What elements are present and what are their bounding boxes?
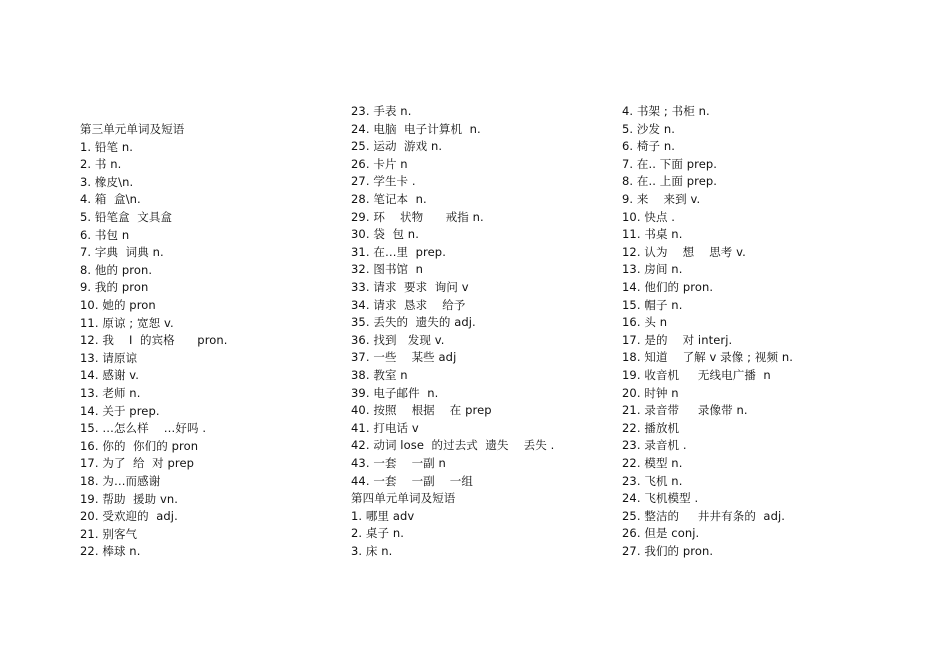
vocab-line: 41. 打电话 v <box>351 420 419 435</box>
vocab-line: 13. 请原谅 <box>80 350 138 365</box>
vocab-line: 21. 录音带 录像带 n. <box>622 403 748 418</box>
vocab-line: 30. 袋 包 n. <box>351 227 419 242</box>
vocab-line: 第四单元单词及短语 <box>351 491 456 506</box>
vocab-line: 42. 动词 lose 的过去式 遗失 丢失 . <box>351 438 555 453</box>
vocab-line: 11. 原谅 ; 宽恕 v. <box>80 315 174 330</box>
vocab-line: 15. 帽子 n. <box>622 297 683 312</box>
vocab-line: 34. 请求 恳求 给予 <box>351 297 466 312</box>
vocab-line: 14. 关于 prep. <box>80 403 160 418</box>
vocab-line: 20. 时钟 n <box>622 385 679 400</box>
vocab-line: 8. 在.. 上面 prep. <box>622 174 718 189</box>
vocab-line: 39. 电子邮件 n. <box>351 385 439 400</box>
vocab-line: 2. 桌子 n. <box>351 526 405 541</box>
vocab-line: 5. 沙发 n. <box>622 121 676 136</box>
vocab-line: 第三单元单词及短语 <box>80 122 185 136</box>
vocab-line: 23. 手表 n. <box>351 104 412 118</box>
vocab-line: 3. 橡皮\n. <box>80 174 134 189</box>
vocab-line: 24. 电脑 电子计算机 n. <box>351 121 481 136</box>
vocab-line: 18. 为…而感谢 <box>80 474 161 488</box>
vocab-line: 18. 知道 了解 v 录像 ; 视频 n. <box>622 350 793 365</box>
vocab-line: 40. 按照 根据 在 prep <box>351 403 492 418</box>
vocab-line: 25. 运动 游戏 n. <box>351 139 443 154</box>
vocab-line: 8. 他的 pron. <box>80 262 153 277</box>
vocab-line: 36. 找到 发现 v. <box>351 332 445 347</box>
vocab-line: 20. 受欢迎的 adj. <box>80 509 178 524</box>
vocab-line: 19. 收音机 无线电广播 n <box>622 368 771 382</box>
vocab-line: 23. 录音机 . <box>622 438 687 453</box>
vocab-line: 7. 字典 词典 n. <box>80 245 164 260</box>
vocab-line: 13. 房间 n. <box>622 262 683 277</box>
vocab-line: 27. 学生卡 . <box>351 174 416 189</box>
vocab-line: 9. 来 来到 v. <box>622 192 701 206</box>
vocab-line: 31. 在…里 prep. <box>351 244 446 259</box>
vocab-line: 13. 老师 n. <box>80 386 141 400</box>
vocab-line: 38. 教室 n <box>351 368 408 382</box>
vocab-line: 12. 认为 想 思考 v. <box>622 244 746 259</box>
vocab-line: 5. 铅笔盒 文具盒 <box>80 210 173 224</box>
vocab-line: 25. 整洁的 井井有条的 adj. <box>622 508 786 523</box>
vocab-line: 17. 是的 对 interj. <box>622 332 733 347</box>
vocab-line: 28. 笔记本 n. <box>351 192 427 206</box>
vocab-line: 10. 她的 pron <box>80 298 156 312</box>
vocab-line: 19. 帮助 援助 vn. <box>80 491 179 506</box>
vocab-line: 23. 飞机 n. <box>622 473 683 488</box>
vocab-line: 26. 但是 conj. <box>622 526 700 541</box>
vocab-line: 11. 书桌 n. <box>622 227 683 242</box>
vocab-line: 17. 为了 给 对 prep <box>80 456 195 471</box>
vocab-line: 1. 哪里 adv <box>351 508 415 523</box>
vocab-line: 26. 卡片 n <box>351 156 408 171</box>
vocab-line: 6. 书包 n <box>80 227 130 242</box>
vocab-line: 44. 一套 一副 一组 <box>351 473 473 488</box>
vocab-line: 43. 一套 一副 n <box>351 456 446 470</box>
vocab-line: 29. 环 状物 戒指 n. <box>351 209 484 224</box>
vocab-line: 35. 丢失的 遗失的 adj. <box>351 315 476 330</box>
vocab-line: 24. 飞机模型 . <box>622 491 699 506</box>
vocab-line: 16. 你的 你们的 pron <box>80 438 199 453</box>
vocab-line: 7. 在.. 下面 prep. <box>622 156 718 171</box>
vocab-line: 6. 椅子 n. <box>622 139 676 154</box>
vocab-line: 16. 头 n <box>622 315 668 330</box>
vocab-line: 15. …怎么样 …好吗 . <box>80 421 207 436</box>
vocab-line: 32. 图书馆 n <box>351 262 424 277</box>
vocab-line: 14. 他们的 pron. <box>622 280 714 294</box>
vocab-line: 27. 我们的 pron. <box>622 544 714 558</box>
vocab-line: 14. 感谢 v. <box>80 368 140 383</box>
vocab-line: 4. 箱 盒\n. <box>80 192 141 207</box>
vocab-line: 9. 我的 pron <box>80 280 149 295</box>
vocab-line: 2. 书 n. <box>80 157 122 172</box>
vocab-line: 37. 一些 某些 adj <box>351 350 457 365</box>
vocab-line: 10. 快点 . <box>622 209 676 224</box>
vocab-line: 12. 我 I 的宾格 pron. <box>80 333 228 348</box>
vocab-line: 21. 别客气 <box>80 526 138 541</box>
vocab-line: 22. 棒球 n. <box>80 544 141 559</box>
vocab-line: 4. 书架 ; 书柜 n. <box>622 104 710 118</box>
vocab-line: 3. 床 n. <box>351 544 393 558</box>
vocab-line: 22. 模型 n. <box>622 456 683 470</box>
vocab-line: 1. 铅笔 n. <box>80 139 134 154</box>
vocab-line: 33. 请求 要求 询问 v <box>351 280 469 294</box>
vocab-line: 22. 播放机 <box>622 420 680 435</box>
